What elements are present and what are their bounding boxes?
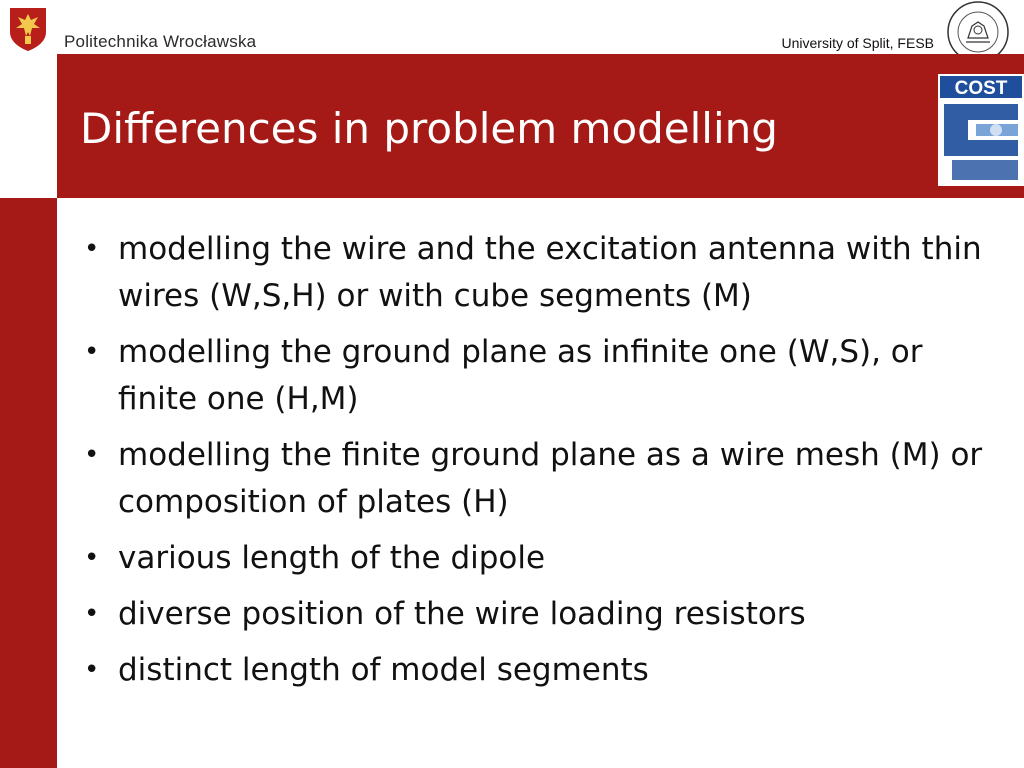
bullet-icon: • bbox=[84, 599, 100, 629]
cost-logo-icon bbox=[938, 74, 1024, 186]
bullet-icon: • bbox=[84, 234, 100, 264]
bullet-icon: • bbox=[84, 655, 100, 685]
list-item bbox=[80, 591, 1010, 638]
university-name: University of Split, FESB bbox=[781, 35, 934, 51]
bullet-icon: • bbox=[84, 543, 100, 573]
slide-content bbox=[80, 226, 1010, 703]
bullet-text: diverse position of the wire loading resistors bbox=[118, 596, 806, 632]
top-bar bbox=[0, 0, 1024, 54]
institution-name: Politechnika Wrocławska bbox=[64, 32, 257, 51]
slide-title: Differences in problem modelling bbox=[80, 104, 778, 153]
list-item bbox=[80, 432, 1010, 526]
left-accent-bar bbox=[0, 198, 57, 768]
bullet-text: modelling the ground plane as infinite one (W,S), or finite one (H,M) bbox=[118, 334, 923, 417]
politechnika-logo-icon bbox=[8, 6, 48, 52]
bullet-text: modelling the finite ground plane as a wire mesh (M) or composition of plates (H) bbox=[118, 437, 983, 520]
left-strip bbox=[0, 54, 57, 198]
list-item bbox=[80, 535, 1010, 582]
bullet-icon: • bbox=[84, 440, 100, 470]
list-item bbox=[80, 226, 1010, 320]
bullet-text: various length of the dipole bbox=[118, 540, 546, 576]
list-item bbox=[80, 329, 1010, 423]
bullet-text: distinct length of model segments bbox=[118, 652, 649, 688]
bullet-text: modelling the wire and the excitation antenna with thin wires (W,S,H) or with cube segments (M) bbox=[118, 231, 982, 314]
svg-text:COST: COST bbox=[954, 78, 1008, 99]
bullet-list bbox=[80, 226, 1010, 694]
list-item bbox=[80, 647, 1010, 694]
bullet-icon: • bbox=[84, 337, 100, 367]
